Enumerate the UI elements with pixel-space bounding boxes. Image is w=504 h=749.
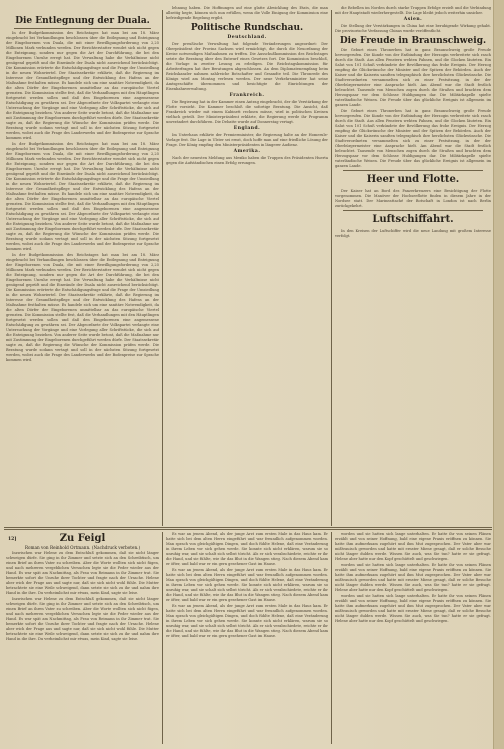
- serial-text-continued-2: Es war an jenem Abend, als der junge Arzt zum ersten Male in das Haus kam. Er hatte sich bei dem alten Herrn eingeführt und war freundlich aufgenommen worden. Man sprach von gleichgültigen Dingen, und doch fühlte Helene, daß eine Veränderung in ihrem Leben vor sich gehen werde. Sie konnte sich nicht erklären, warum sie so unruhig war, und sie schalt sich selbst töricht. Als er sich verabschiedete, reichte er ihr die Hand, und sie fühlte, wie ihr das Blut in die Wangen stieg. Nach diesem Abend kam er öfter, und bald war er ein gern gesehener Gast im Hause.: [166, 604, 328, 638]
- serial-text-continued: Es war an jenem Abend, als der junge Arzt zum ersten Male in das Haus kam. Er hatte sich bei dem alten Herrn eingeführt und war freundlich aufgenommen worden. Man sprach von gleichgültigen Dingen, und doch fühlte Helene, daß eine Veränderung in ihrem Leben vor sich gehen werde. Sie konnte sich nicht erklären, warum sie so unruhig war, und sie schalt sich selbst töricht. Als er sich verabschiedete, reichte er ihr die Hand, und sie fühlte, wie ihr das Blut in die Wangen stieg. Nach diesem Abend kam er öfter, und bald war er ein gern gesehener Gast im Hause.: [166, 568, 328, 602]
- section-subheading: Asien.: [403, 17, 423, 22]
- column-divider: [331, 10, 332, 526]
- section-heading: Politische Rundschau.: [190, 23, 304, 33]
- article-body-continued: In der Budgetkommission des Reichstages hat man bei am 18. März eingebracht bei Verhandlungen beschlossen über die Entlegnung und Enteignung der Eingeborenen von Duala, die mit einer Bewilligungsforderung von 2,25 Millionen Mark verbunden werden. Der Berichterstatter wendet sich nicht gegen die Enteignung, sondern nur gegen die Art der Durchführung, die bei den Eingeborenen Unruhe erregt hat. Die Verwaltung habe die Verhältnisse nicht genügend geprüft und die Einwände der Duala nicht ausreichend berücksichtigt. Die Kommission erörterte die Entschädigungsfrage und die Frage der Umsiedlung in die neuen Wohnviertel. Der Staatssekretär erklärte, daß die Regierung im Interesse der Gesundheitspflege und der Entwicklung des Hafens an der Maßnahme festhalten müsse. Es handele sich um eine sanitäre Notwendigkeit, da die alten Dörfer der Eingeborenen unmittelbar an das europäische Viertel grenzten. Die Kommission stellte fest, daß die Verhandlungen mit den Häuptlingen fortgesetzt werden sollen und daß den Eingeborenen eine angemessene Entschädigung zu gewähren sei. Der Abgeordnete der Volkspartei verlangte eine Untersuchung der Vorgänge und eine Vorlegung aller Schriftstücke, die sich auf die Enteignung beziehen. Von anderer Seite wurde betont, daß die Maßnahme nur mit Zustimmung der Eingeborenen durchgeführt werden dürfe. Der Staatssekretär sagte zu, daß die Regierung die Wünsche der Kommission prüfen werde. Die Beratung wurde sodann vertagt und soll in der nächsten Sitzung fortgesetzt werden, wobei auch die Frage des Landerwerbs und der Bodenpreise zur Sprache kommen wird.: [6, 142, 159, 251]
- article-body: Die Geburt eines Thronerben hat in ganz Braunschweig große Freude hervorgerufen. Die Kunde von der Entbindung der Herzogin verbreitete sich rasch durch die Stadt. Aus allen Fenstern wehten Fahnen, und die Glocken läuteten. Ein Salut von 101 Schuß verkündete der Bevölkerung das frohe Ereignis. Der Herzog empfing die Glückwünsche der Minister und der Spitzen der Behörden. Auch der Kaiser und die Kaiserin sandten telegraphisch ihre herzlichsten Glückwünsche. Die Stadtverordneten versammelten sich zu einer Festsitzung, in der der Oberbürgermeister eine Ansprache hielt. Am Abend war die Stadt festlich beleuchtet. Tausende von Menschen zogen durch die Straßen und brachten dem Herzogspaar vor dem Schlosse Huldigungen dar. Die Militärkapelle spielte vaterländische Weisen. Die Freude über das glückliche Ereignis ist allgemein im ganzen Lande.: [335, 48, 491, 107]
- article-heading: Die Freude in Braunschweig.: [339, 36, 487, 46]
- serial-column-2: [166, 532, 328, 744]
- article-body: In der Budgetkommission des Reichstages hat man bei am 18. März eingebracht bei Verhandlungen beschlossen über die Entlegnung und Enteignung der Eingeborenen von Duala, die mit einer Bewilligungsforderung von 2,25 Millionen Mark verbunden werden. Der Berichterstatter wendet sich nicht gegen die Enteignung, sondern nur gegen die Art der Durchführung, die bei den Eingeborenen Unruhe erregt hat. Die Verwaltung habe die Verhältnisse nicht genügend geprüft und die Einwände der Duala nicht ausreichend berücksichtigt. Die Kommission erörterte die Entschädigungsfrage und die Frage der Umsiedlung in die neuen Wohnviertel. Der Staatssekretär erklärte, daß die Regierung im Interesse der Gesundheitspflege und der Entwicklung des Hafens an der Maßnahme festhalten müsse. Es handele sich um eine sanitäre Notwendigkeit, da die alten Dörfer der Eingeborenen unmittelbar an das europäische Viertel grenzten. Die Kommission stellte fest, daß die Verhandlungen mit den Häuptlingen fortgesetzt werden sollen und daß den Eingeborenen eine angemessene Entschädigung zu gewähren sei. Der Abgeordnete der Volkspartei verlangte eine Untersuchung der Vorgänge und eine Vorlegung aller Schriftstücke, die sich auf die Enteignung beziehen. Von anderer Seite wurde betont, daß die Maßnahme nur mit Zustimmung der Eingeborenen durchgeführt werden dürfe. Der Staatssekretär sagte zu, daß die Regierung die Wünsche der Kommission prüfen werde. Die Beratung wurde sodann vertagt und soll in der nächsten Sitzung fortgesetzt werden, wobei auch die Frage des Landerwerbs und der Bodenpreise zur Sprache kommen wird.: [6, 31, 159, 140]
- serial-title: Zu Feigl: [59, 533, 106, 544]
- serial-text-continued-2: worden und sie hatten sich lange unterhalten. Er hatte ihr von seinen Plänen erzählt und von seiner Hoffnung, bald eine eigene Praxis eröffnen zu können. Sie hatte ihm aufmerksam zugehört und ihm Mut zugesprochen. Der Vater aber war mißtrauisch geworden und hatte mit ernster Miene gesagt, daß er solche Besuche nicht länger dulden werde. Wissen Sie auch, was Sie tun? hatte er sie gefragt. Helene aber hatte nur den Kopf geschüttelt und geschwiegen.: [335, 594, 491, 623]
- serial-column-1: [6, 532, 159, 744]
- serial-text-continued: Inzwischen war Helene zu dem Entschluß gekommen, daß sie nicht länger schweigen dürfe. Sie ging in ihr Zimmer und setzte sich an den Schreibtisch, um einen Brief an ihren Vater zu schreiben. Aber die Worte wollten sich nicht fügen, und nach mehreren vergeblichen Versuchen legte sie die Feder wieder aus der Hand. Es war spät am Nachmittag, als Frau von Reimann in ihr Zimmer trat. Sie bemerkte sofort die Unruhe ihrer Tochter und fragte nach der Ursache. Helene aber wich der Frage aus und sagte nur, daß sie sich nicht wohl fühle. Die Mutter betrachtete sie eine Weile schweigend, dann setzte sie sich zu ihr und nahm ihre Hand in die ihre. Du verheimlichst mir etwas, mein Kind, sagte sie leise.: [6, 597, 159, 641]
- feuilleton-rule-2: [4, 529, 492, 530]
- section-body-aviation: In den Kreisen der Luftschiffer wird die neue Landung mit großem Interesse verfolgt.: [335, 229, 491, 238]
- serial-text: Inzwischen war Helene zu dem Entschluß gekommen, daß sie nicht länger schweigen dürfe. Sie ging in ihr Zimmer und setzte sich an den Schreibtisch, um einen Brief an ihren Vater zu schreiben. Aber die Worte wollten sich nicht fügen, und nach mehreren vergeblichen Versuchen legte sie die Feder wieder aus der Hand. Es war spät am Nachmittag, als Frau von Reimann in ihr Zimmer trat. Sie bemerkte sofort die Unruhe ihrer Tochter und fragte nach der Ursache. Helene aber wich der Frage aus und sagte nur, daß sie sich nicht wohl fühle. Die Mutter betrachtete sie eine Weile schweigend, dann setzte sie sich zu ihr und nahm ihre Hand in die ihre. Du verheimlichst mir etwas, mein Kind, sagte sie leise.: [6, 551, 159, 595]
- section-subheading-3: England.: [233, 126, 261, 131]
- column-divider: [331, 532, 332, 744]
- heading-rule: [14, 28, 151, 29]
- article-intro: die Rebellen im Norden durch starke Truppen Erfolge erzielt und die Verbindung mit der Hauptstadt wiederhergestellt. Die Lage bleibt jedoch weiterhin unsicher.: [335, 6, 491, 15]
- section-subheading-2: Frankreich.: [229, 93, 265, 98]
- serial-column-3: [335, 532, 491, 744]
- section-heading-military: Heer und Flotte.: [366, 174, 460, 185]
- column-2: [166, 6, 328, 524]
- serial-author: Roman von Reinhold Ortmann. (Nachdruck verboten.): [24, 545, 141, 550]
- column-3: [335, 6, 491, 524]
- section-body-military: Der Kaiser hat an Bord des Panzerkreuzers eine Besichtigung der Flotte vorgenommen. Die Manöver der Hochseeflotte finden in diesem Jahre in der Nordsee statt. Der Marineattaché der Botschaft in London ist nach Berlin zurückgekehrt.: [335, 189, 491, 208]
- article-body-continued: Die Geburt eines Thronerben hat in ganz Braunschweig große Freude hervorgerufen. Die Kunde von der Entbindung der Herzogin verbreitete sich rasch durch die Stadt. Aus allen Fenstern wehten Fahnen, und die Glocken läuteten. Ein Salut von 101 Schuß verkündete der Bevölkerung das frohe Ereignis. Der Herzog empfing die Glückwünsche der Minister und der Spitzen der Behörden. Auch der Kaiser und die Kaiserin sandten telegraphisch ihre herzlichsten Glückwünsche. Die Stadtverordneten versammelten sich zu einer Festsitzung, in der der Oberbürgermeister eine Ansprache hielt. Am Abend war die Stadt festlich beleuchtet. Tausende von Menschen zogen durch die Straßen und brachten dem Herzogspaar vor dem Schlosse Huldigungen dar. Die Militärkapelle spielte vaterländische Weisen. Die Freude über das glückliche Ereignis ist allgemein im ganzen Lande.: [335, 109, 491, 168]
- section-rule: [343, 170, 483, 171]
- section-heading-aviation: Luftschiffahrt.: [372, 214, 454, 225]
- section-subheading-4: Amerika.: [233, 149, 261, 154]
- section-body-2: Die Regierung hat in der Kammer einen Antrag eingebracht, der die Verstärkung der Flotte vorsieht. Die Kammer beschloß die sofortige Beratung. Die Ansicht, daß Frankreich wieder mit einem Kabinett rechnen müsse, wird in politischen Kreisen vielfach geteilt. Der Ministerpräsident erklärte, die Regierung werde ihr Programm unverändert durchführen. Die Debatte wurde auf Donnerstag vertagt.: [166, 100, 328, 124]
- feuilleton-rule: [4, 527, 492, 528]
- section-body: Der preußische Verwaltung hat folgende Veränderungen angeordnet: Der Oberpräsident der Provinz Sachsen wird ermächtigt, die durch die Neuordnung der Kreise notwendigen Maßnahmen zu treffen. Die Ausschußkommission des Reichstages setzte die Beratung über den Entwurf eines Gesetzes fort. Die Kommission beschloß, die Vorlage in zweiter Lesung zu erledigen. Die Reichstagskommission für Arbeiterfragen hat ihre Beratungen abgeschlossen. An dem Diplomatenempfang beim Reichskanzler nahmen zahlreiche Botschafter und Gesandte teil. Die Thronrede des Königs wird am Montag verlesen werden. Der neue Verkehrsminister hat seine Amtsgeschäfte übernommen und besichtigte die Einrichtungen der Eisenbahnverwaltung.: [166, 42, 328, 91]
- serial-text: worden und sie hatten sich lange unterhalten. Er hatte ihr von seinen Plänen erzählt und von seiner Hoffnung, bald eine eigene Praxis eröffnen zu können. Sie hatte ihm aufmerksam zugehört und ihm Mut zugesprochen. Der Vater aber war mißtrauisch geworden und hatte mit ernster Miene gesagt, daß er solche Besuche nicht länger dulden werde. Wissen Sie auch, was Sie tun? hatte er sie gefragt. Helene aber hatte nur den Kopf geschüttelt und geschwiegen.: [335, 532, 491, 561]
- serial-text: Es war an jenem Abend, als der junge Arzt zum ersten Male in das Haus kam. Er hatte sich bei dem alten Herrn eingeführt und war freundlich aufgenommen worden. Man sprach von gleichgültigen Dingen, und doch fühlte Helene, daß eine Veränderung in ihrem Leben vor sich gehen werde. Sie konnte sich nicht erklären, warum sie so unruhig war, und sie schalt sich selbst töricht. Als er sich verabschiedete, reichte er ihr die Hand, und sie fühlte, wie ihr das Blut in die Wangen stieg. Nach diesem Abend kam er öfter, und bald war er ein gern gesehener Gast im Hause.: [166, 532, 328, 566]
- section-rule: [343, 210, 483, 211]
- section-body-3: Im Unterhaus erklärte der Premierminister, die Regierung halte an der Homerule-Vorlage fest. Die Lage in Ulster sei ernst, doch hoffe man auf eine friedliche Lösung der Frage. Der König empfing den Ministerpräsidenten in längerer Audienz.: [166, 133, 328, 147]
- column-divider: [162, 532, 163, 744]
- column-1: [6, 14, 159, 524]
- article-intro: lehnung haben. Die Hoffnungen auf eine glatte Abwicklung des Etats, die man allseitig hegte, können sich nun erfüllen, wenn die Volle Einigung der Kommission eine befriedigende Regelung ergibt.: [166, 6, 328, 20]
- article-heading: Die Entlegnung der Duala.: [15, 16, 150, 26]
- section-body: Die Stellung der Verstärkungen in China hat eine beruhigende Wirkung gehabt. Die provisorische Verfassung Chinas wurde veröffentlicht.: [335, 24, 491, 33]
- section-body-4: Nach der neuesten Meldung aus Mexiko haben die Truppen des Präsidenten Huerta gegen die Aufständischen einen Erfolg errungen.: [166, 156, 328, 165]
- serial-text-continued: worden und sie hatten sich lange unterhalten. Er hatte ihr von seinen Plänen erzählt und von seiner Hoffnung, bald eine eigene Praxis eröffnen zu können. Sie hatte ihm aufmerksam zugehört und ihm Mut zugesprochen. Der Vater aber war mißtrauisch geworden und hatte mit ernster Miene gesagt, daß er solche Besuche nicht länger dulden werde. Wissen Sie auch, was Sie tun? hatte er sie gefragt. Helene aber hatte nur den Kopf geschüttelt und geschwiegen.: [335, 563, 491, 592]
- column-divider: [162, 10, 163, 526]
- article-body-continued-2: In der Budgetkommission des Reichstages hat man bei am 18. März eingebracht bei Verhandlungen beschlossen über die Entlegnung und Enteignung der Eingeborenen von Duala, die mit einer Bewilligungsforderung von 2,25 Millionen Mark verbunden werden. Der Berichterstatter wendet sich nicht gegen die Enteignung, sondern nur gegen die Art der Durchführung, die bei den Eingeborenen Unruhe erregt hat. Die Verwaltung habe die Verhältnisse nicht genügend geprüft und die Einwände der Duala nicht ausreichend berücksichtigt. Die Kommission erörterte die Entschädigungsfrage und die Frage der Umsiedlung in die neuen Wohnviertel. Der Staatssekretär erklärte, daß die Regierung im Interesse der Gesundheitspflege und der Entwicklung des Hafens an der Maßnahme festhalten müsse. Es handele sich um eine sanitäre Notwendigkeit, da die alten Dörfer der Eingeborenen unmittelbar an das europäische Viertel grenzten. Die Kommission stellte fest, daß die Verhandlungen mit den Häuptlingen fortgesetzt werden sollen und daß den Eingeborenen eine angemessene Entschädigung zu gewähren sei. Der Abgeordnete der Volkspartei verlangte eine Untersuchung der Vorgänge und eine Vorlegung aller Schriftstücke, die sich auf die Enteignung beziehen. Von anderer Seite wurde betont, daß die Maßnahme nur mit Zustimmung der Eingeborenen durchgeführt werden dürfe. Der Staatssekretär sagte zu, daß die Regierung die Wünsche der Kommission prüfen werde. Die Beratung wurde sodann vertagt und soll in der nächsten Sitzung fortgesetzt werden, wobei auch die Frage des Landerwerbs und der Bodenpreise zur Sprache kommen wird.: [6, 253, 159, 362]
- serial-number: 12]: [8, 537, 17, 542]
- page-edge: [493, 0, 504, 749]
- section-subheading: Deutschland.: [227, 35, 267, 40]
